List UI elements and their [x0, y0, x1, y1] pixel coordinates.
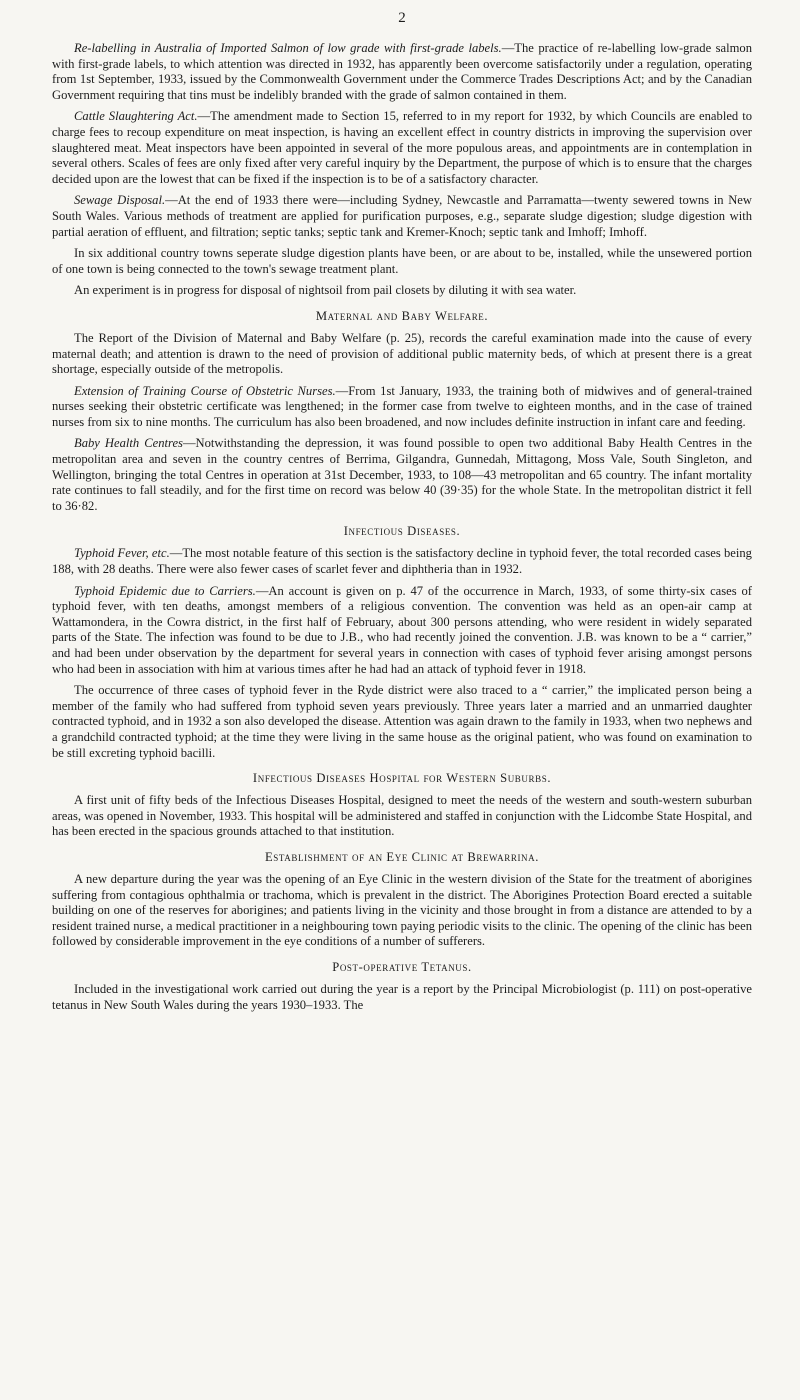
paragraph-relabelling [52, 41, 752, 103]
paragraph-tetanus: Included in the investigational work carried out during the year is a report by the Principal Microbiologist (p. 111) on post-operative tetanus in New South Wales during the years 1930–1933. The [52, 981, 752, 1012]
heading-clinic: Establishment of an Eye Clinic at Brewarrina. [265, 849, 539, 864]
lead-sewage: Sewage Disposal. [74, 193, 166, 208]
paragraph-sewage-3: An experiment is in progress for disposal of nightsoil from pail closets by diluting it with sea water. [74, 283, 577, 298]
text-sewage: —At the end of 1933 there were—including Sydney, Newcastle and Parramatta—twenty sewered towns in New South Wales. Various methods of treatment are applied for purification purposes, e.g., separate sludge digestion; sludge digestion with partial aeration of effluent, and filtration; septic tanks; septic tank and Kremer-Knoch; septic tank and Imhoff; Imhoff. [52, 193, 752, 239]
lead-typhoid: Typhoid Fever, etc. [74, 546, 170, 561]
paragraph-baby-centres [52, 436, 752, 514]
text-cattle: —The amendment made to Section 15, referred to in my report for 1932, by which Councils are enabled to charge fees to recoup expenditure on meat inspection, is having an excellent effect in country districts in improving the supervision over slaughtered meat. Meat inspectors have been appointed in several of the more populous areas, and appointments are in contemplation in several others. Scales of fees are only fixed after very careful inquiry by the Department, the purpose of which is to ensure that the charges decided upon are the lowest that can be fixed if the inspection is to be of a satisfactory character. [52, 109, 752, 186]
paragraph-clinic: A new departure during the year was the opening of an Eye Clinic in the western division of the State for the treatment of aborigines suffering from contagious ophthalmia or trachoma, which is prevalent in the district. The Aborigines Protection Board erected a suitable building on one of the reserves for aborigines; and patients living in the vicinity and those brought in from a distance are attended to by a resident trained nurse, a medical practitioner in a neighbouring town paying periodic visits to the clinic. The opening of the clinic has been followed by considerable improvement in the eye conditions of a number of sufferers. [52, 871, 752, 949]
text-carriers: —An account is given on p. 47 of the occurrence in March, 1933, of some thirty-six cases of typhoid fever, with ten deaths, amongst members of a religious convention. The convention was held as an open-air camp at Wattamondera, in the Cowra district, in the first half of February, about 300 persons attending, who were resident in widely separated parts of the State. The infection was found to be due to J.B., who had recently joined the convention. J.B. was known to be a “ carrier,” and had been under observation by the department for several years in connection with cases of typhoid fever arising amongst persons who had been in association with him at various times after he had had an attack of typhoid fever in 1918. [52, 583, 752, 676]
lead-carriers: Typhoid Epidemic due to Carriers. [74, 583, 256, 598]
lead-baby-centres: Baby Health Centres [74, 436, 183, 451]
paragraph-maternal: The Report of the Division of Maternal and Baby Welfare (p. 25), records the careful examination made into the cause of every maternal death; and attention is drawn to the need of provision of additional public maternity beds, of which at present there is a great shortage, especially outside of the metropolis. [52, 330, 752, 377]
lead-cattle: Cattle Slaughtering Act. [74, 109, 198, 124]
heading-maternal: Maternal and Baby Welfare. [315, 308, 489, 323]
heading-hospital: Infectious Diseases Hospital for Western Suburbs. [252, 771, 552, 786]
paragraph-carriers [52, 584, 752, 678]
page-number: 2 [398, 10, 406, 26]
heading-tetanus: Post-operative Tetanus. [332, 959, 472, 974]
text-relabelling: —The practice of re-labelling low-grade salmon with first-grade labels, to which attention was directed in 1932, has apparently been overcome satisfactorily under a regulation, operating from 1st September, 1933, issued by the Commonwealth Government under the Commerce Trades Descriptions Act; and by the Canadian Government requiring that tins must be indelibly branded with the grade of salmon contained in them. [52, 41, 752, 102]
paragraph-typhoid [52, 546, 752, 577]
paragraph-sewage-2: In six additional country towns seperate sludge digestion plants have been, or are about to be, installed, while the unsewered portion of one town is being connected to the town's sewage treatment plant. [52, 246, 752, 276]
paragraph-training [52, 384, 752, 431]
heading-infectious: Infectious Diseases. [343, 524, 461, 539]
paragraph-cattle [52, 109, 752, 187]
lead-relabelling: Re-labelling in Australia of Imported Salmon of low grade with first-grade labels. [74, 41, 502, 55]
paragraph-hospital: A first unit of fifty beds of the Infectious Diseases Hospital, designed to meet the needs of the western and south-western suburban areas, was opened in November, 1933. This hospital will be administered and staffed in conjunction with the Lidcombe State Hospital, and has been erected in the spacious grounds attached to that institution. [52, 793, 752, 839]
text-baby-centres: —Notwithstanding the depression, it was found possible to open two additional Baby Health Centres in the metropolitan area and seven in the country centres of Berrima, Gilgandra, Gunnedah, Mittagong, Moss Vale, South Singleton, and Wellington, bringing the total Centres in operation at 31st December, 1933, to 108—43 metropolitan and 65 country. The infant mortality rate continues to fall steadily, and for the first time on record was below 40 (39·35) for the whole State. In the metropolitan district it fell to 36·82. [52, 436, 752, 513]
text-typhoid: —The most notable feature of this section is the satisfactory decline in typhoid fever, the total recorded cases being 188, with 28 deaths. There were also fewer cases of scarlet fever and diphtheria than in 1932. [52, 546, 752, 577]
paragraph-sewage [52, 193, 752, 240]
lead-training: Extension of Training Course of Obstetric Nurses. [74, 383, 336, 398]
paragraph-ryde: The occurrence of three cases of typhoid fever in the Ryde district were also traced to a “ carrier,” the implicated person being a member of the family who had suffered from typhoid seven years previously. Three years later a married and an unmarried daughter contracted typhoid, and in 1932 a son also developed the disease. Attention was again drawn to the family in 1933, when two nephews and a grandchild contracted typhoid; at the time they were living in the same house as the original patient, who was found on examination to be still excreting typhoid bacilli. [52, 683, 752, 760]
text-training: —From 1st January, 1933, the training both of midwives and of general-trained nurses seeking their obstetric certificate was lengthened; in the former case from twelve to eighteen months, and in the case of trained nurses from six to nine months. The curriculum has also been broadened, and now includes definite instruction in infant care and feeding. [52, 383, 753, 429]
